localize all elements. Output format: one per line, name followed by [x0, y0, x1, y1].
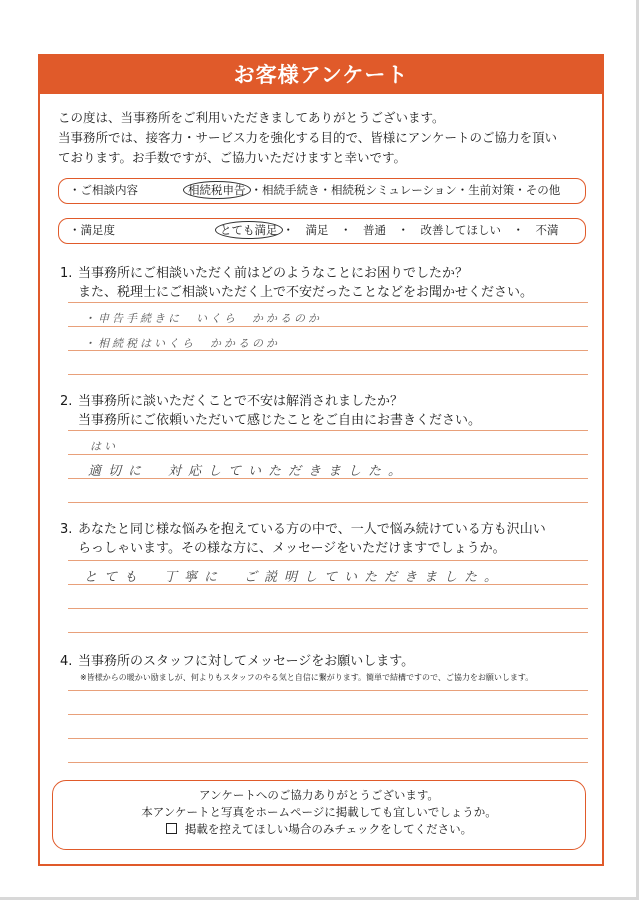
- footer-consent-row: [53, 821, 585, 838]
- question-4-note: ※皆様からの暖かい励ましが、何よりもスタッフのやる気と自信に繋がります。簡単で結構ですので、ご協力をお願いします。: [80, 673, 534, 682]
- question-2-line-2: 当事務所にご依頼いただいて感じたことをご自由にお書きください。: [78, 413, 482, 428]
- footer-line-2: 本アンケートと写真をホームページに掲載しても宜しいでしょうか。: [141, 805, 497, 819]
- satisfaction-label: ・満足度: [69, 223, 115, 237]
- intro-line-2: 当事務所では、接客力・サービス力を強化する目的で、皆様にアンケートのご協力を頂い: [58, 130, 558, 145]
- satisfaction-options: [215, 219, 559, 242]
- answer-3-line-1[interactable]: とても 丁寧に ご説明していただきました。: [84, 570, 505, 585]
- footer-box: [52, 780, 586, 850]
- answer-1-line-2[interactable]: ・相続税はいくら かかるのか: [84, 337, 280, 350]
- answer-4-rule-1: [68, 690, 588, 691]
- answer-2-line-1[interactable]: はい: [90, 440, 118, 453]
- question-2-number: 2.: [60, 394, 73, 409]
- question-1-line-2: また、税理士にご相談いただく上で不安だったことなどをお聞かせください。: [78, 285, 534, 300]
- answer-3-rule-3: [68, 608, 588, 609]
- footer-line-1: アンケートへのご協力ありがとうございます。: [199, 788, 439, 802]
- answer-1-rule-3: [68, 350, 588, 351]
- answer-4-rule-3: [68, 738, 588, 739]
- consent-checkbox[interactable]: [166, 823, 177, 834]
- question-1-line-1: 当事務所にご相談いただく前はどのようなことにお困りでしたか？: [78, 266, 469, 281]
- consultation-selected[interactable]: 相続税申告: [183, 181, 251, 199]
- consultation-box: [58, 178, 586, 204]
- answer-2-line-2[interactable]: 適切に 対応していただきました。: [88, 464, 409, 479]
- question-2: [60, 392, 600, 430]
- intro-text: [58, 108, 598, 168]
- answer-4-rule-2: [68, 714, 588, 715]
- answer-4-rule-4: [68, 762, 588, 763]
- consultation-others: ・相続手続き・相続税シミュレーション・生前対策・その他: [250, 183, 561, 197]
- question-1: [60, 264, 600, 302]
- answer-1-line-1[interactable]: ・申告手続きに いくら かかるのか: [84, 312, 322, 325]
- satisfaction-selected[interactable]: とても満足: [215, 221, 283, 239]
- answer-1-rule-1: [68, 302, 588, 303]
- satisfaction-box: [58, 218, 586, 244]
- consultation-options: [183, 179, 560, 202]
- answer-2-rule-3: [68, 478, 588, 479]
- consultation-label: ・ご相談内容: [69, 183, 138, 197]
- question-3-number: 3.: [60, 522, 73, 537]
- survey-title: お客様アンケート: [40, 56, 602, 94]
- answer-2-rule-4: [68, 502, 588, 503]
- answer-1-rule-4: [68, 374, 588, 375]
- question-4: [60, 652, 600, 671]
- answer-3-rule-4: [68, 632, 588, 633]
- question-3: [60, 520, 600, 558]
- question-1-number: 1.: [60, 266, 73, 281]
- intro-line-3: ております。お手数ですが、ご協力いただけますと幸いです。: [58, 150, 407, 165]
- answer-3-rule-2: [68, 584, 588, 585]
- question-3-line-2: らっしゃいます。その様な方に、メッセージをいただけますでしょうか。: [78, 541, 506, 556]
- answer-3-rule-1: [68, 560, 588, 561]
- answer-2-rule-1: [68, 430, 588, 431]
- question-3-line-1: あなたと同じ様な悩みを抱えている方の中で、一人で悩み続けている方も沢山い: [78, 522, 546, 537]
- intro-line-1: この度は、当事務所をご利用いただきましてありがとうございます。: [58, 110, 445, 125]
- footer-line-3: 掲載を控えてほしい場合のみチェックをしてください。: [184, 822, 473, 836]
- question-4-line-1: 当事務所のスタッフに対してメッセージをお願いします。: [78, 654, 415, 669]
- question-4-number: 4.: [60, 654, 73, 669]
- satisfaction-others: ・ 満足 ・ 普通 ・ 改善してほしい ・ 不満: [282, 223, 559, 237]
- answer-1-rule-2: [68, 326, 588, 327]
- answer-2-rule-2: [68, 454, 588, 455]
- question-2-line-1: 当事務所に談いただくことで不安は解消されましたか？: [78, 394, 404, 409]
